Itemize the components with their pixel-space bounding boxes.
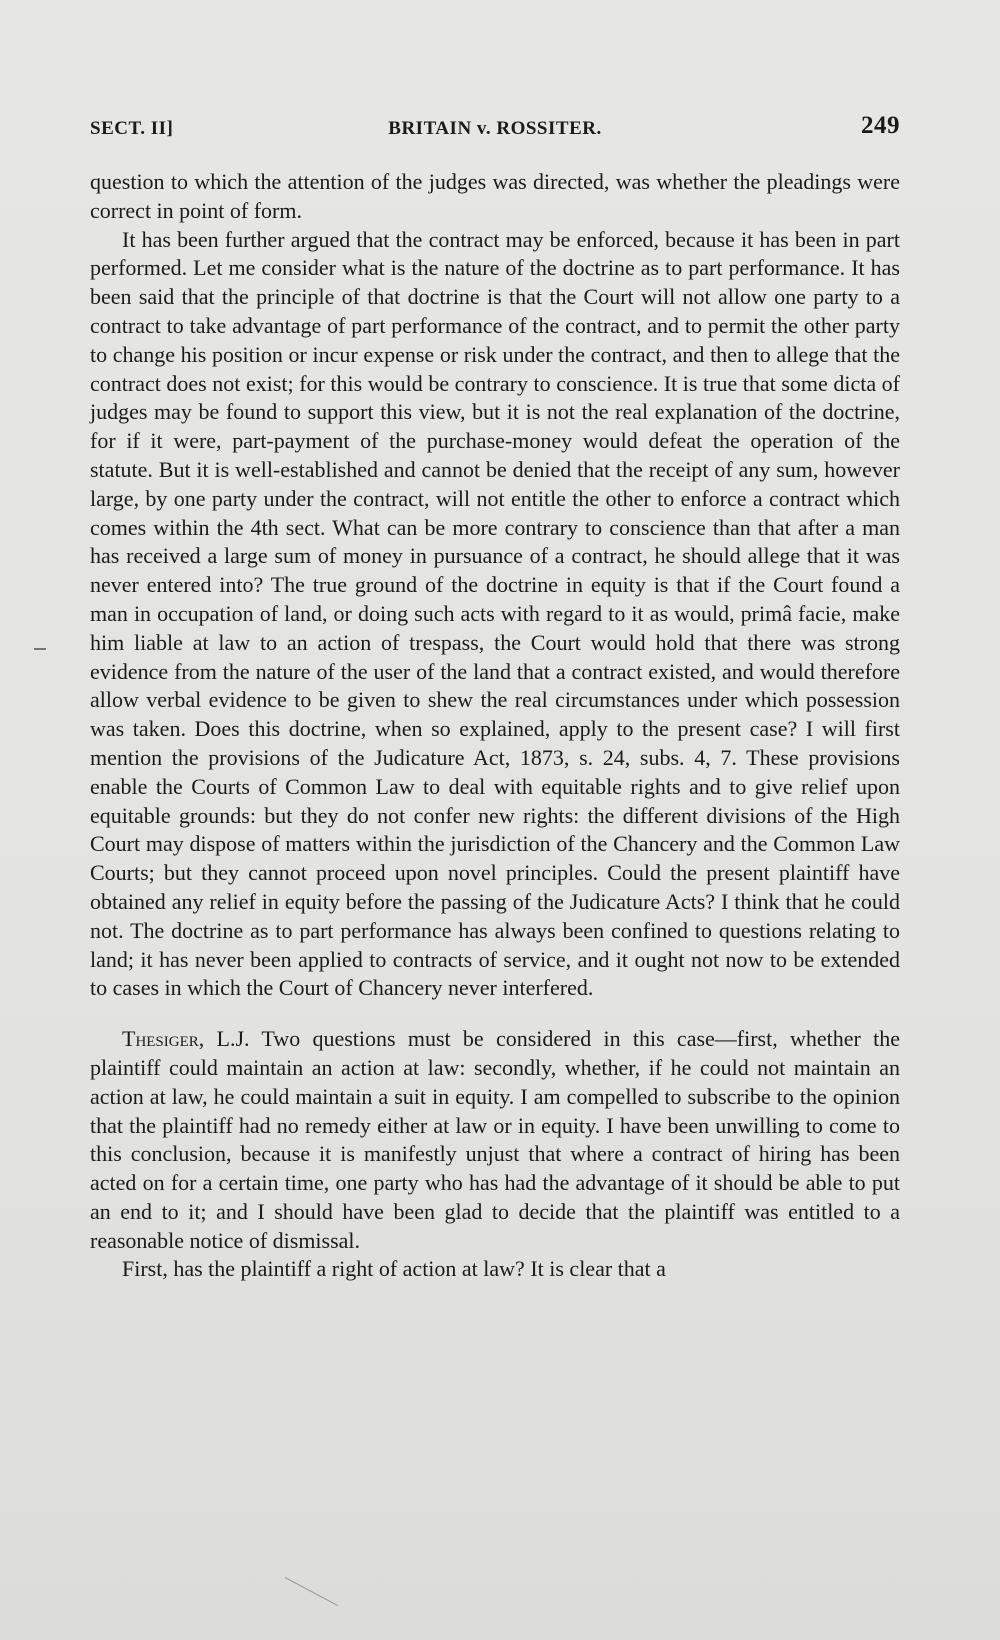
margin-mark (34, 648, 46, 650)
paragraph-continuation: question to which the attention of the judges was directed, was whether the pleadings were correct in point of form. (90, 169, 900, 223)
section-label: SECT. II] (90, 118, 174, 139)
case-title: BRITAIN v. ROSSITER. (388, 118, 602, 139)
stray-pencil-mark (285, 1577, 338, 1606)
paragraph-last: First, has the plaintiff a right of action at law? It is clear that a (122, 1256, 666, 1282)
body-text (90, 168, 900, 1284)
speaker-text: Two questions must be considered in this case—first, whether the plaintiff could maintain an action at law: secondly, whether, if he could not maintain an action at law, he could maintain a suit in equity. I am compelled to subscribe to the opinion that the plaintiff had no remedy either at law or in equity. I have been unwilling to come to this conclusion, because it is manifestly unjust that where a contract of hiring has been acted on for a certain time, one party who has had the advantage of it should be able to put an end to it; and I should have been glad to decide that the plaintiff was entitled to a reasonable notice of dismissal. (90, 1026, 900, 1253)
speaker-name: Thesiger, L.J. (122, 1026, 250, 1052)
page-number: 249 (861, 112, 900, 139)
running-header (90, 112, 900, 146)
paragraph-thesiger (90, 1025, 900, 1255)
paragraph-part-performance: It has been further argued that the contract may be enforced, because it has been in part performed. Let me consider what is the nature of the doctrine as to part performance. It has been said that the principle of that doctrine is that the Court will not allow one party to a contract to take advantage of part performance of the contract, and to permit the other party to change his position or incur expense or risk under the contract, and then to allege that the contract does not exist; for this would be contrary to conscience. It is true that some dicta of judges may be found to support this view, but it is not the real explanation of the doctrine, for if it were, part-payment of the purchase-money would defeat the operation of the statute. But it is well-established and cannot be denied that the receipt of any sum, however large, by one party under the contract, will not entitle the other to enforce a contract which comes within the 4th sect. What can be more contrary to conscience than that after a man has received a large sum of money in pursuance of a contract, he should allege that it was never entered into? The true ground of the doctrine in equity is that if the Court found a man in occupation of land, or doing such acts with regard to it as would, primâ facie, make him liable at law to an action of trespass, the Court would hold that there was strong evidence from the nature of the user of the land that a contract existed, and would therefore allow verbal evidence to be given to shew the real circumstances under which possession was taken. Does this doctrine, when so explained, apply to the present case? I will first mention the provisions of the Judicature Act, 1873, s. 24, subs. 4, 7. These provisions enable the Courts of Common Law to deal with equitable rights and to give relief upon equitable grounds: but they do not confer new rights: the different divisions of the High Court may dispose of matters within the jurisdiction of the Chancery and the Common Law Courts; but they cannot proceed upon novel principles. Could the present plaintiff have obtained any relief in equity before the passing of the Judicature Acts? I think that he could not. The doctrine as to part performance has always been confined to questions relating to land; it has never been applied to contracts of service, and it ought not now to be extended to cases in which the Court of Chancery never interfered. (90, 226, 900, 1001)
